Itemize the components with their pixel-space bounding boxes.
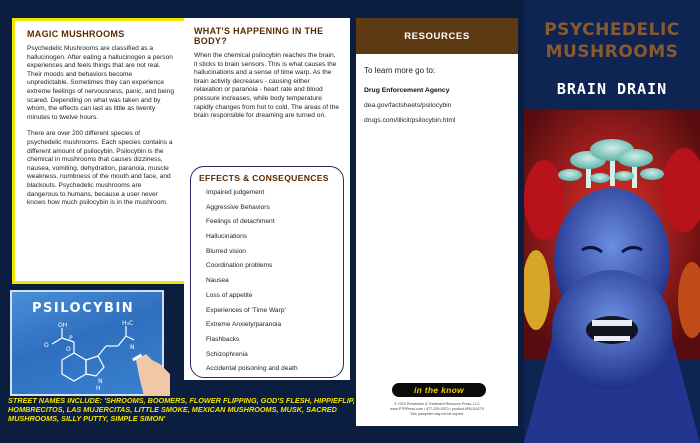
resources-header: RESOURCES [356, 18, 518, 54]
psilocybin-chalk-word: PSILOCYBIN [32, 301, 135, 316]
cover-title-line-2: MUSHROOMS [545, 42, 679, 62]
svg-text:P: P [69, 335, 73, 342]
psilocybin-chalkboard-illustration [10, 290, 164, 396]
effect-item: Accidental poisoning and death [206, 365, 298, 373]
svg-text:H: H [96, 385, 101, 392]
magic-mushrooms-section [12, 18, 184, 284]
magic-mushrooms-paragraph-2: There are over 200 different species of psychedelic mushrooms. Each species contains a different amount of psilocybin. Psilocybin is the chemical in mushrooms that causes dizziness, nausea, vomiting, dehydration, paranoia, muscle weakness, numbness of the mouth and face, and blackouts. Psychedelic mushrooms are dangerous to humans, because a user never knows how much psilocybin is in the mushroom. [27, 130, 173, 207]
body-effects-panel [184, 18, 350, 380]
street-names-text: STREET NAMES INCLUDE: 'SHROOMS, BOOMERS, FLOWER FLIPPING, GOD'S FLESH, HIPPIEFLIP, HOMBRECITOS, LAS MUJERCITAS, LITTLE SMOKE, MEXICAN MUSHROOMS, MUSK, SACRED MUSHROOMS, SILLY PUTTY, SIMPLE SIMON' [8, 396, 355, 423]
effects-list [199, 189, 335, 380]
effect-item: Hallucinations [206, 233, 248, 241]
hand-with-chalk-icon [130, 350, 174, 396]
svg-text:N: N [130, 344, 135, 351]
effect-item: Experiences of 'Time Warp' [206, 306, 286, 314]
svg-text:OH: OH [58, 322, 68, 329]
svg-text:N: N [98, 378, 103, 385]
effect-item: Blurred vision [206, 247, 246, 255]
copyright-block [356, 402, 518, 417]
resource-link-drugs[interactable]: drugs.com/illicit/psilocybin.html [364, 117, 456, 124]
brain-drain-illustration [524, 0, 700, 443]
copyright-line: © 2023 Prevention & Treatment Resource Press, LLC [394, 402, 480, 406]
magic-mushrooms-paragraph-1: Psychedelic Mushrooms are classified as a hallucinogen. After eating a hallucinogen a person experiences and feels things that are not real. Their moods and behaviors become unpredictable. Sometimes they can experience extreme feelings of nervousness, panic, and being scared. Depending on what was taken and by whom, the effects can last as little as twenty minutes to twelve hours. [27, 45, 174, 121]
effect-item: Loss of appetite [206, 291, 253, 299]
effect-item: Feelings of detachment [206, 218, 275, 226]
in-the-know-logo [392, 383, 486, 397]
effect-item: Flashbacks [206, 335, 240, 343]
effects-consequences-box [190, 166, 344, 378]
magic-mushrooms-heading: MAGIC MUSHROOMS [27, 29, 125, 39]
effect-item: Coordination problems [206, 262, 273, 270]
effect-item: Impaired judgement [206, 189, 265, 196]
resources-panel [356, 18, 518, 426]
effect-item: Nausea [206, 277, 229, 285]
whats-happening-heading: WHAT'S HAPPENING IN THE BODY? [194, 26, 324, 46]
svg-text:O: O [66, 346, 71, 353]
effects-consequences-heading: EFFECTS & CONSEQUENCES [199, 173, 329, 183]
whats-happening-paragraph: When the chemical psilocybin reaches the brain, it sticks to brain sensors. This is what causes the hallucinations and a sense of time warp. As the brain activity decreases - causing either relaxation or paranoia - heart rate and blood pressure increases, while body temperature rapidly changes from hot to cold. The areas of the brain responsible for dreaming are turned on. [194, 52, 340, 120]
copyright-line: This pamphlet may not be copied. [410, 412, 464, 416]
svg-text:H₃C: H₃C [122, 320, 134, 327]
effect-item: Schizophrenia [206, 350, 248, 358]
in-the-know-label: in the know [413, 385, 465, 395]
resource-link-dea[interactable]: dea.gov/factsheets/psilocybin [364, 102, 452, 109]
effect-item: Aggressive Behaviors [206, 203, 270, 211]
psilocybin-molecule-icon [22, 320, 142, 394]
cover-panel [524, 0, 700, 443]
copyright-line: www.PTRPress.com • 877-329-0570 • product #PB-DA279 [390, 407, 484, 411]
cover-title-line-1: PSYCHEDELIC [544, 20, 680, 40]
svg-text:O: O [44, 342, 49, 349]
effect-item: Extreme Anxiety/paranoia [206, 321, 282, 329]
resources-intro: To learn more go to: [364, 66, 436, 75]
cover-subtitle: BRAIN DRAIN [556, 80, 668, 98]
resources-org-name: Drug Enforcement Agency [364, 87, 450, 94]
